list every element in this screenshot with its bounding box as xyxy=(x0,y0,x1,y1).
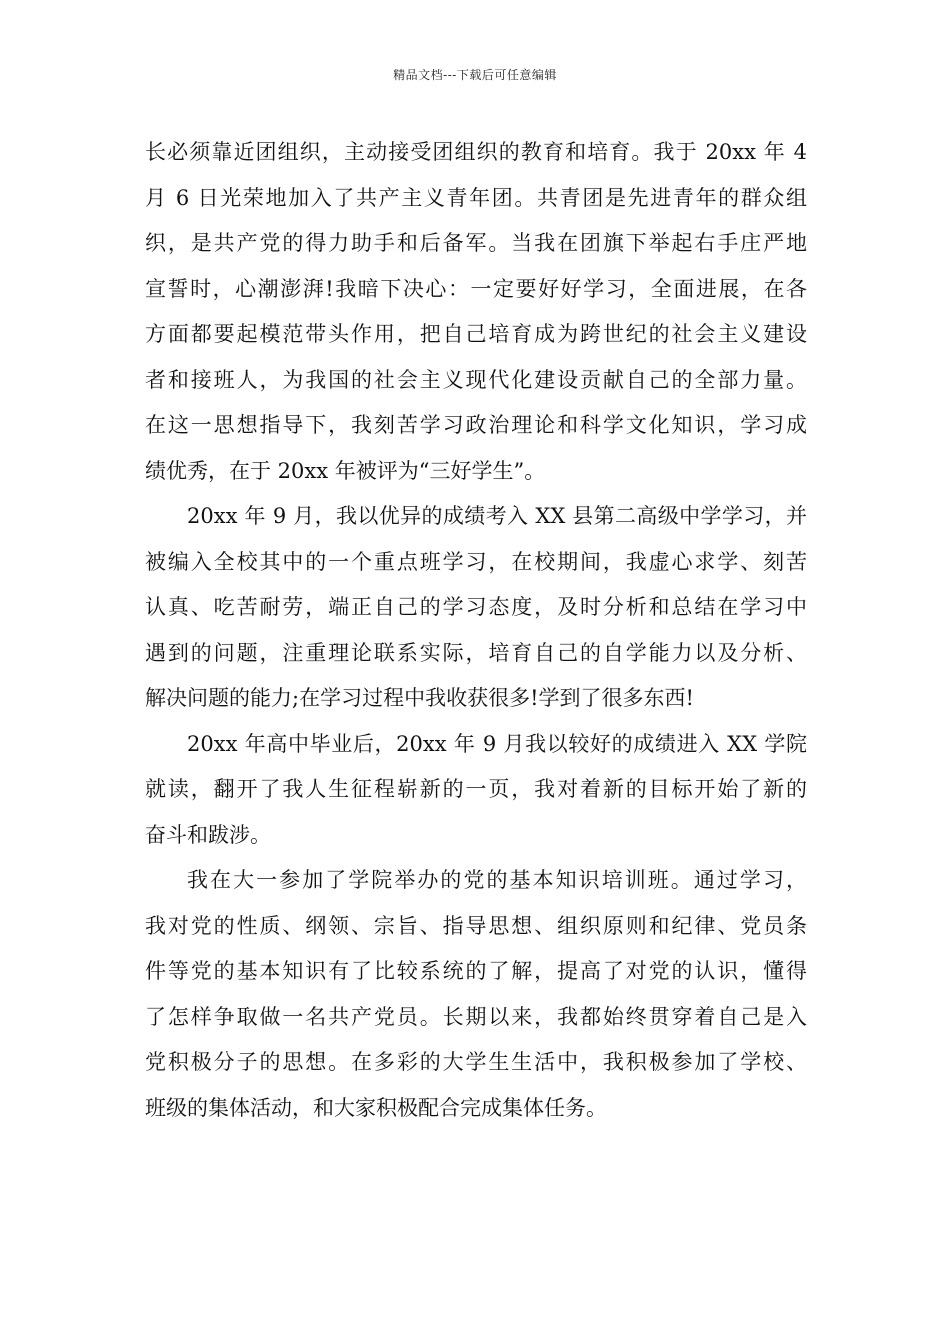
text-line: 件等党的基本知识有了比较系统的了解，提高了对党的认识，懂得 xyxy=(145,959,807,983)
page-header: 精品文档---下载后可任意编辑 xyxy=(393,68,557,82)
text-line: 方面都要起模范带头作用，把自己培育成为跨世纪的社会主义建设 xyxy=(145,322,807,346)
text-line: 长必须靠近团组织，主动接受团组织的教育和培育。我于 20xx 年 4 xyxy=(145,140,807,164)
text-line: 织，是共产党的得力助手和后备军。当我在团旗下举起右手庄严地 xyxy=(145,231,807,255)
text-line: 绩优秀，在于 20xx 年被评为“三好学生”。 xyxy=(145,458,546,483)
text-line: 班级的集体活动，和大家积极配合完成集体任务。 xyxy=(145,1095,607,1120)
text-line: 我对党的性质、纲领、宗旨、指导思想、组织原则和纪律、党员条 xyxy=(145,913,807,938)
text-line: 奋斗和跋涉。 xyxy=(145,822,271,847)
text-line: 了怎样争取做一名共产党员。长期以来，我都始终贯穿着自己是入 xyxy=(145,1004,807,1029)
text-line: 我在大一参加了学院举办的党的基本知识培训班。通过学习， xyxy=(187,868,807,892)
text-line: 就读，翻开了我人生征程崭新的一页，我对着新的目标开始了新的 xyxy=(145,777,807,801)
text-line: 解决问题的能力;在学习过程中我收获很多!学到了很多东西! xyxy=(145,686,694,710)
text-line: 在这一思想指导下，我刻苦学习政治理论和科学文化知识，学习成 xyxy=(145,413,807,437)
document-body xyxy=(145,130,807,1131)
text-line: 者和接班人，为我国的社会主义现代化建设贡献自己的全部力量。 xyxy=(145,367,807,392)
paragraph xyxy=(145,722,807,859)
paragraph xyxy=(145,494,807,722)
paragraph xyxy=(145,130,807,494)
text-line: 认真、吃苦耐劳，端正自己的学习态度，及时分析和总结在学习中 xyxy=(145,595,807,619)
text-line: 被编入全校其中的一个重点班学习，在校期间，我虚心求学、刻苦 xyxy=(145,549,807,574)
text-line: 月 6 日光荣地加入了共产主义青年团。共青团是先进青年的群众组 xyxy=(145,185,807,210)
paragraph xyxy=(145,858,807,1131)
text-line: 党积极分子的思想。在多彩的大学生生活中，我积极参加了学校、 xyxy=(145,1050,807,1074)
text-line: 20xx 年高中毕业后，20xx 年 9 月我以较好的成绩进入 XX 学院 xyxy=(187,731,807,756)
text-line: 宣誓时，心潮澎湃!我暗下决心：一定要好好学习，全面进展，在各 xyxy=(145,276,807,301)
text-line: 遇到的问题，注重理论联系实际，培育自己的自学能力以及分析、 xyxy=(145,640,807,665)
text-line: 20xx 年 9 月，我以优异的成绩考入 XX 县第二高级中学学习，并 xyxy=(187,504,807,528)
